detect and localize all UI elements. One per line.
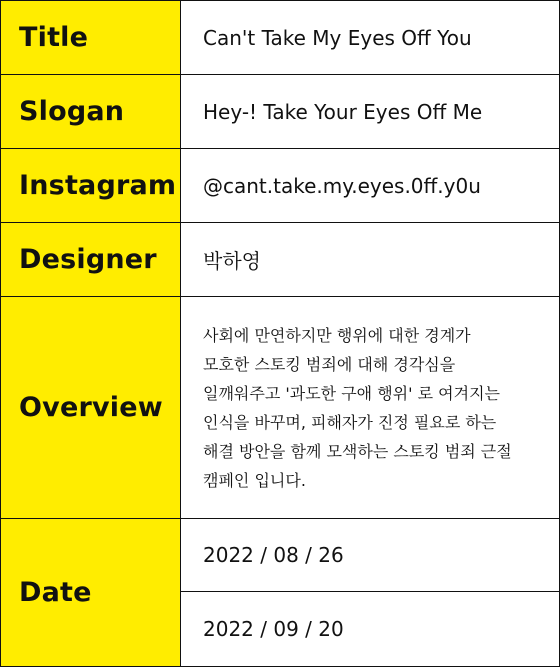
start-date: 2022 / 08 / 26 [181, 519, 559, 592]
title-value: Can't Take My Eyes Off You [181, 1, 559, 75]
instagram-handle: @cant.take.my.eyes.0ff.y0u [181, 149, 559, 223]
title-label: Title [1, 1, 181, 75]
designer-name: 박하영 [181, 223, 559, 297]
slogan-value: Hey-! Take Your Eyes Off Me [181, 75, 559, 149]
end-date: 2022 / 09 / 20 [181, 592, 559, 666]
slogan-label: Slogan [1, 75, 181, 149]
date-label: Date [1, 519, 181, 666]
overview-cell [181, 297, 559, 519]
designer-label: Designer [1, 223, 181, 297]
overview-text: 사회에 만연하지만 행위에 대한 경계가 모호한 스토킹 범죄에 대해 경각심을 일깨워주고 '과도한 구애 행위' 로 여겨지는 인식을 바꾸며, 피해자가 진정 필요로 하는 해결 방안을 함께 모색하는 스토킹 범죄 근절 캠페인 입니다. [203, 325, 512, 490]
overview-label: Overview [1, 297, 181, 519]
instagram-label: Instagram [1, 149, 181, 223]
